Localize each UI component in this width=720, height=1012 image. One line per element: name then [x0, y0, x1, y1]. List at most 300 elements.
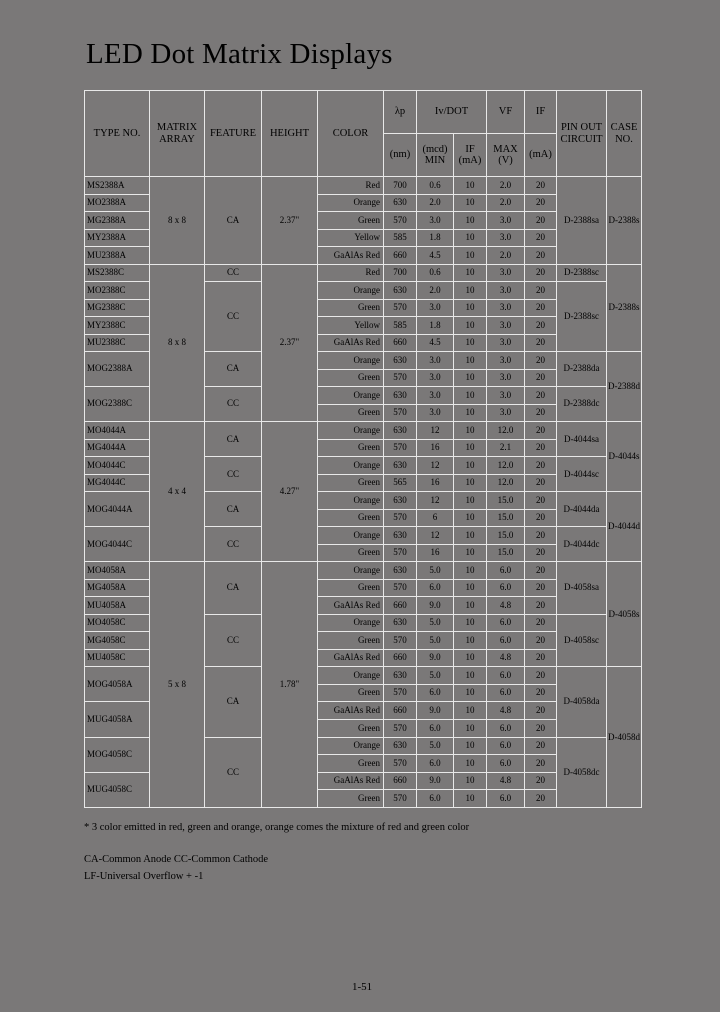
- cell-vf-max: 12.0: [487, 474, 525, 492]
- col-header-height: HEIGHT: [262, 91, 318, 177]
- cell-color: Green: [318, 719, 384, 737]
- cell-type-no: MU4058C: [85, 649, 150, 667]
- page-number: 1-51: [352, 981, 373, 993]
- cell-color: Green: [318, 212, 384, 230]
- cell-type-no: MU2388A: [85, 247, 150, 265]
- cell-vf-max: 3.0: [487, 404, 525, 422]
- cell-color: GaAlAs Red: [318, 334, 384, 352]
- cell-height: 4.27": [262, 422, 318, 562]
- cell-lambda-p: 570: [384, 579, 417, 597]
- cell-lambda-p: 630: [384, 457, 417, 475]
- cell-if-vf: 20: [525, 317, 557, 335]
- cell-feature: CC: [205, 282, 262, 352]
- cell-if: 10: [454, 352, 487, 370]
- cell-color: Green: [318, 439, 384, 457]
- cell-iv-min: 5.0: [417, 632, 454, 650]
- cell-pin-out-circuit: D-2388sa: [557, 177, 607, 265]
- cell-lambda-p: 630: [384, 527, 417, 545]
- cell-iv-min: 6.0: [417, 684, 454, 702]
- cell-pin-out-circuit: D-4058dc: [557, 737, 607, 808]
- cell-height: 2.37": [262, 177, 318, 265]
- cell-vf-max: 15.0: [487, 509, 525, 527]
- cell-type-no: MG4058C: [85, 632, 150, 650]
- cell-color: Green: [318, 299, 384, 317]
- cell-if: 10: [454, 719, 487, 737]
- cell-matrix-array: 5 x 8: [150, 562, 205, 808]
- cell-color: Yellow: [318, 317, 384, 335]
- cell-vf-max: 15.0: [487, 527, 525, 545]
- col-header-volts: (V): [498, 155, 513, 166]
- cell-lambda-p: 630: [384, 194, 417, 212]
- cell-lambda-p: 570: [384, 544, 417, 562]
- cell-iv-min: 4.5: [417, 334, 454, 352]
- cell-feature: CC: [205, 737, 262, 808]
- cell-iv-min: 6: [417, 509, 454, 527]
- col-header-case-no: CASE NO.: [607, 91, 642, 177]
- cell-color: Green: [318, 632, 384, 650]
- cell-if-vf: 20: [525, 422, 557, 440]
- cell-if-vf: 20: [525, 194, 557, 212]
- cell-if: 10: [454, 317, 487, 335]
- cell-type-no: MOG4044A: [85, 492, 150, 527]
- cell-iv-min: 6.0: [417, 579, 454, 597]
- cell-if-vf: 20: [525, 334, 557, 352]
- cell-if-vf: 20: [525, 684, 557, 702]
- cell-case-no: D-2388d: [607, 352, 642, 422]
- cell-if: 10: [454, 544, 487, 562]
- cell-if-vf: 20: [525, 667, 557, 685]
- cell-color: Red: [318, 264, 384, 282]
- cell-iv-min: 16: [417, 439, 454, 457]
- cell-lambda-p: 570: [384, 404, 417, 422]
- col-header-lambda-p: λp: [384, 91, 417, 134]
- cell-case-no: D-4044d: [607, 492, 642, 562]
- col-header-color: COLOR: [318, 91, 384, 177]
- cell-iv-min: 16: [417, 474, 454, 492]
- table-row: [85, 177, 642, 195]
- cell-if: 10: [454, 194, 487, 212]
- cell-iv-min: 0.6: [417, 264, 454, 282]
- cell-height: 2.37": [262, 264, 318, 422]
- cell-iv-min: 3.0: [417, 352, 454, 370]
- cell-vf-max: 2.1: [487, 439, 525, 457]
- cell-iv-min: 12: [417, 457, 454, 475]
- col-header-if-iv: [454, 134, 487, 177]
- cell-pin-out-circuit: D-2388sc: [557, 264, 607, 282]
- cell-iv-min: 9.0: [417, 597, 454, 615]
- cell-vf-max: 3.0: [487, 264, 525, 282]
- cell-type-no: MO4058A: [85, 562, 150, 580]
- cell-vf-max: 2.0: [487, 194, 525, 212]
- cell-if: 10: [454, 422, 487, 440]
- cell-if-vf: 20: [525, 212, 557, 230]
- cell-vf-max: 3.0: [487, 334, 525, 352]
- cell-iv-min: 12: [417, 527, 454, 545]
- cell-type-no: MG4058A: [85, 579, 150, 597]
- cell-if: 10: [454, 562, 487, 580]
- cell-lambda-p: 570: [384, 755, 417, 773]
- cell-matrix-array: 4 x 4: [150, 422, 205, 562]
- cell-color: GaAlAs Red: [318, 597, 384, 615]
- cell-lambda-p: 660: [384, 772, 417, 790]
- cell-if: 10: [454, 229, 487, 247]
- cell-lambda-p: 630: [384, 422, 417, 440]
- cell-if: 10: [454, 492, 487, 510]
- cell-if-vf: 20: [525, 282, 557, 300]
- footnote-ca-cc: CA-Common Anode CC-Common Cathode: [84, 854, 269, 865]
- cell-if: 10: [454, 177, 487, 195]
- cell-iv-min: 12: [417, 492, 454, 510]
- cell-color: GaAlAs Red: [318, 247, 384, 265]
- cell-lambda-p: 570: [384, 299, 417, 317]
- cell-feature: CC: [205, 457, 262, 492]
- cell-color: Green: [318, 509, 384, 527]
- cell-if: 10: [454, 404, 487, 422]
- cell-if-vf: 20: [525, 772, 557, 790]
- cell-if: 10: [454, 702, 487, 720]
- cell-feature: CC: [205, 264, 262, 282]
- cell-pin-out-circuit: D-4044dc: [557, 527, 607, 562]
- cell-type-no: MOG4058C: [85, 737, 150, 772]
- cell-if-vf: 20: [525, 649, 557, 667]
- cell-lambda-p: 630: [384, 352, 417, 370]
- col-header-vf: VF: [487, 91, 525, 134]
- cell-type-no: MU2388C: [85, 334, 150, 352]
- cell-vf-max: 3.0: [487, 352, 525, 370]
- cell-if: 10: [454, 457, 487, 475]
- col-header-if-vf: IF: [525, 91, 557, 134]
- cell-iv-min: 12: [417, 422, 454, 440]
- cell-color: Green: [318, 369, 384, 387]
- table-row: [85, 562, 642, 580]
- cell-pin-out-circuit: D-2388sc: [557, 282, 607, 352]
- cell-vf-max: 3.0: [487, 282, 525, 300]
- cell-vf-max: 15.0: [487, 492, 525, 510]
- cell-color: Orange: [318, 352, 384, 370]
- cell-lambda-p: 660: [384, 649, 417, 667]
- cell-if: 10: [454, 667, 487, 685]
- cell-color: Orange: [318, 737, 384, 755]
- col-header-matrix-array: MATRIX ARRAY: [150, 91, 205, 177]
- cell-iv-min: 3.0: [417, 387, 454, 405]
- cell-color: Orange: [318, 667, 384, 685]
- cell-case-no: D-2388s: [607, 177, 642, 265]
- cell-vf-max: 2.0: [487, 247, 525, 265]
- cell-lambda-p: 660: [384, 597, 417, 615]
- cell-color: Orange: [318, 194, 384, 212]
- cell-lambda-p: 570: [384, 790, 417, 808]
- cell-if: 10: [454, 649, 487, 667]
- cell-if-vf: 20: [525, 369, 557, 387]
- cell-vf-max: 6.0: [487, 579, 525, 597]
- cell-color: Orange: [318, 614, 384, 632]
- cell-vf-max: 4.8: [487, 702, 525, 720]
- cell-iv-min: 2.0: [417, 282, 454, 300]
- cell-if: 10: [454, 509, 487, 527]
- cell-lambda-p: 570: [384, 684, 417, 702]
- cell-if: 10: [454, 369, 487, 387]
- cell-feature: CC: [205, 387, 262, 422]
- cell-if-vf: 20: [525, 229, 557, 247]
- cell-iv-min: 9.0: [417, 649, 454, 667]
- cell-type-no: MO4044C: [85, 457, 150, 475]
- cell-if: 10: [454, 264, 487, 282]
- cell-iv-min: 1.8: [417, 317, 454, 335]
- cell-color: Green: [318, 544, 384, 562]
- cell-vf-max: 6.0: [487, 755, 525, 773]
- cell-feature: CA: [205, 492, 262, 527]
- cell-lambda-p: 570: [384, 439, 417, 457]
- cell-pin-out-circuit: D-4044sa: [557, 422, 607, 457]
- cell-vf-max: 3.0: [487, 369, 525, 387]
- cell-iv-min: 6.0: [417, 755, 454, 773]
- cell-matrix-array: 8 x 8: [150, 264, 205, 422]
- cell-if-vf: 20: [525, 597, 557, 615]
- cell-pin-out-circuit: D-4058sa: [557, 562, 607, 615]
- cell-color: Orange: [318, 422, 384, 440]
- cell-if-vf: 20: [525, 299, 557, 317]
- col-header-feature: FEATURE: [205, 91, 262, 177]
- cell-if-vf: 20: [525, 719, 557, 737]
- cell-vf-max: 3.0: [487, 212, 525, 230]
- cell-iv-min: 0.6: [417, 177, 454, 195]
- cell-vf-max: 4.8: [487, 649, 525, 667]
- cell-vf-max: 12.0: [487, 422, 525, 440]
- cell-type-no: MG2388C: [85, 299, 150, 317]
- cell-color: Red: [318, 177, 384, 195]
- table-body: [85, 177, 642, 808]
- footnote-lf: LF-Universal Overflow + -1: [84, 871, 204, 882]
- cell-vf-max: 15.0: [487, 544, 525, 562]
- cell-if: 10: [454, 387, 487, 405]
- cell-iv-min: 6.0: [417, 790, 454, 808]
- cell-if-vf: 20: [525, 404, 557, 422]
- cell-if: 10: [454, 684, 487, 702]
- cell-feature: CA: [205, 667, 262, 737]
- cell-vf-max: 6.0: [487, 562, 525, 580]
- cell-vf-max: 6.0: [487, 614, 525, 632]
- cell-if-vf: 20: [525, 509, 557, 527]
- cell-vf-max: 6.0: [487, 632, 525, 650]
- cell-case-no: D-2388s: [607, 264, 642, 352]
- cell-if: 10: [454, 755, 487, 773]
- col-header-max: MAX: [493, 143, 518, 155]
- cell-lambda-p: 660: [384, 247, 417, 265]
- cell-iv-min: 2.0: [417, 194, 454, 212]
- cell-type-no: MG4044C: [85, 474, 150, 492]
- cell-type-no: MOG4044C: [85, 527, 150, 562]
- cell-if: 10: [454, 772, 487, 790]
- page-title: LED Dot Matrix Displays: [86, 38, 393, 70]
- cell-if-vf: 20: [525, 387, 557, 405]
- cell-color: Yellow: [318, 229, 384, 247]
- footnote-3-color: * 3 color emitted in red, green and orange, orange comes the mixture of red and green color: [84, 822, 470, 833]
- cell-vf-max: 3.0: [487, 229, 525, 247]
- col-header-ma: (mA): [458, 155, 482, 166]
- cell-color: Orange: [318, 562, 384, 580]
- col-header-vf-unit: [487, 134, 525, 177]
- cell-type-no: MG2388A: [85, 212, 150, 230]
- cell-type-no: MS2388A: [85, 177, 150, 195]
- cell-type-no: MO2388C: [85, 282, 150, 300]
- cell-lambda-p: 660: [384, 334, 417, 352]
- cell-color: GaAlAs Red: [318, 772, 384, 790]
- cell-type-no: MOG4058A: [85, 667, 150, 702]
- cell-feature: CA: [205, 562, 262, 615]
- cell-lambda-p: 570: [384, 509, 417, 527]
- cell-feature: CC: [205, 614, 262, 667]
- cell-vf-max: 3.0: [487, 387, 525, 405]
- cell-vf-max: 6.0: [487, 684, 525, 702]
- cell-if-vf: 20: [525, 492, 557, 510]
- cell-iv-min: 3.0: [417, 404, 454, 422]
- col-header-type-no: TYPE NO.: [85, 91, 150, 177]
- col-header-nm: (nm): [384, 134, 417, 177]
- cell-lambda-p: 700: [384, 177, 417, 195]
- cell-pin-out-circuit: D-4058da: [557, 667, 607, 737]
- cell-type-no: MUG4058C: [85, 772, 150, 807]
- cell-iv-min: 9.0: [417, 702, 454, 720]
- cell-if-vf: 20: [525, 264, 557, 282]
- cell-if: 10: [454, 474, 487, 492]
- cell-iv-min: 5.0: [417, 562, 454, 580]
- cell-if: 10: [454, 212, 487, 230]
- cell-lambda-p: 700: [384, 264, 417, 282]
- cell-if-vf: 20: [525, 544, 557, 562]
- col-header-if-ma: (mA): [525, 134, 557, 177]
- cell-vf-max: 6.0: [487, 719, 525, 737]
- cell-lambda-p: 630: [384, 562, 417, 580]
- cell-pin-out-circuit: D-4058sc: [557, 614, 607, 667]
- cell-vf-max: 3.0: [487, 317, 525, 335]
- cell-iv-min: 5.0: [417, 667, 454, 685]
- cell-lambda-p: 630: [384, 667, 417, 685]
- cell-if: 10: [454, 790, 487, 808]
- cell-color: Green: [318, 755, 384, 773]
- cell-color: Orange: [318, 527, 384, 545]
- cell-if: 10: [454, 247, 487, 265]
- cell-iv-min: 9.0: [417, 772, 454, 790]
- cell-type-no: MS2388C: [85, 264, 150, 282]
- cell-lambda-p: 630: [384, 387, 417, 405]
- cell-iv-min: 3.0: [417, 299, 454, 317]
- cell-color: Orange: [318, 492, 384, 510]
- cell-type-no: MO4044A: [85, 422, 150, 440]
- cell-vf-max: 6.0: [487, 737, 525, 755]
- cell-color: Orange: [318, 457, 384, 475]
- cell-vf-max: 6.0: [487, 667, 525, 685]
- cell-type-no: MO2388A: [85, 194, 150, 212]
- cell-if-vf: 20: [525, 352, 557, 370]
- cell-if-vf: 20: [525, 614, 557, 632]
- cell-type-no: MY2388C: [85, 317, 150, 335]
- cell-if-vf: 20: [525, 755, 557, 773]
- cell-if-vf: 20: [525, 632, 557, 650]
- cell-feature: CC: [205, 527, 262, 562]
- col-header-if: IF: [465, 143, 475, 155]
- cell-lambda-p: 570: [384, 369, 417, 387]
- led-spec-table: [84, 90, 642, 808]
- cell-feature: CA: [205, 422, 262, 457]
- cell-lambda-p: 570: [384, 632, 417, 650]
- cell-if: 10: [454, 282, 487, 300]
- cell-color: Green: [318, 579, 384, 597]
- cell-vf-max: 3.0: [487, 299, 525, 317]
- cell-color: Green: [318, 404, 384, 422]
- cell-if: 10: [454, 579, 487, 597]
- col-header-iv-dot: Iv/DOT: [417, 91, 487, 134]
- cell-lambda-p: 630: [384, 492, 417, 510]
- cell-pin-out-circuit: D-4044da: [557, 492, 607, 527]
- cell-color: GaAlAs Red: [318, 649, 384, 667]
- cell-lambda-p: 630: [384, 282, 417, 300]
- cell-lambda-p: 585: [384, 317, 417, 335]
- cell-color: GaAlAs Red: [318, 702, 384, 720]
- cell-height: 1.78": [262, 562, 318, 808]
- cell-lambda-p: 570: [384, 212, 417, 230]
- cell-if-vf: 20: [525, 702, 557, 720]
- cell-iv-min: 3.0: [417, 369, 454, 387]
- cell-type-no: MUG4058A: [85, 702, 150, 737]
- cell-if: 10: [454, 597, 487, 615]
- cell-type-no: MO4058C: [85, 614, 150, 632]
- cell-case-no: D-4058s: [607, 562, 642, 667]
- cell-iv-min: 1.8: [417, 229, 454, 247]
- cell-if: 10: [454, 334, 487, 352]
- cell-vf-max: 12.0: [487, 457, 525, 475]
- table-row: [85, 422, 642, 440]
- table-row: [85, 264, 642, 282]
- cell-if-vf: 20: [525, 177, 557, 195]
- cell-pin-out-circuit: D-2388da: [557, 352, 607, 387]
- cell-if-vf: 20: [525, 247, 557, 265]
- cell-iv-min: 5.0: [417, 737, 454, 755]
- col-header-iv-unit: [417, 134, 454, 177]
- cell-lambda-p: 570: [384, 719, 417, 737]
- col-header-min: MIN: [424, 155, 446, 166]
- cell-type-no: MU4058A: [85, 597, 150, 615]
- cell-if: 10: [454, 299, 487, 317]
- cell-if: 10: [454, 527, 487, 545]
- cell-color: Orange: [318, 387, 384, 405]
- cell-if-vf: 20: [525, 474, 557, 492]
- cell-type-no: MG4044A: [85, 439, 150, 457]
- cell-if-vf: 20: [525, 439, 557, 457]
- cell-if-vf: 20: [525, 790, 557, 808]
- cell-if: 10: [454, 632, 487, 650]
- cell-feature: CA: [205, 177, 262, 265]
- cell-case-no: D-4058d: [607, 667, 642, 808]
- cell-vf-max: 4.8: [487, 772, 525, 790]
- cell-pin-out-circuit: D-4044sc: [557, 457, 607, 492]
- cell-feature: CA: [205, 352, 262, 387]
- cell-matrix-array: 8 x 8: [150, 177, 205, 265]
- cell-vf-max: 6.0: [487, 790, 525, 808]
- cell-iv-min: 16: [417, 544, 454, 562]
- cell-if: 10: [454, 737, 487, 755]
- cell-vf-max: 4.8: [487, 597, 525, 615]
- cell-color: Green: [318, 474, 384, 492]
- cell-type-no: MY2388A: [85, 229, 150, 247]
- cell-case-no: D-4044s: [607, 422, 642, 492]
- cell-if: 10: [454, 614, 487, 632]
- cell-iv-min: 5.0: [417, 614, 454, 632]
- cell-lambda-p: 565: [384, 474, 417, 492]
- cell-if-vf: 20: [525, 562, 557, 580]
- cell-lambda-p: 630: [384, 614, 417, 632]
- cell-pin-out-circuit: D-2388dc: [557, 387, 607, 422]
- cell-vf-max: 2.0: [487, 177, 525, 195]
